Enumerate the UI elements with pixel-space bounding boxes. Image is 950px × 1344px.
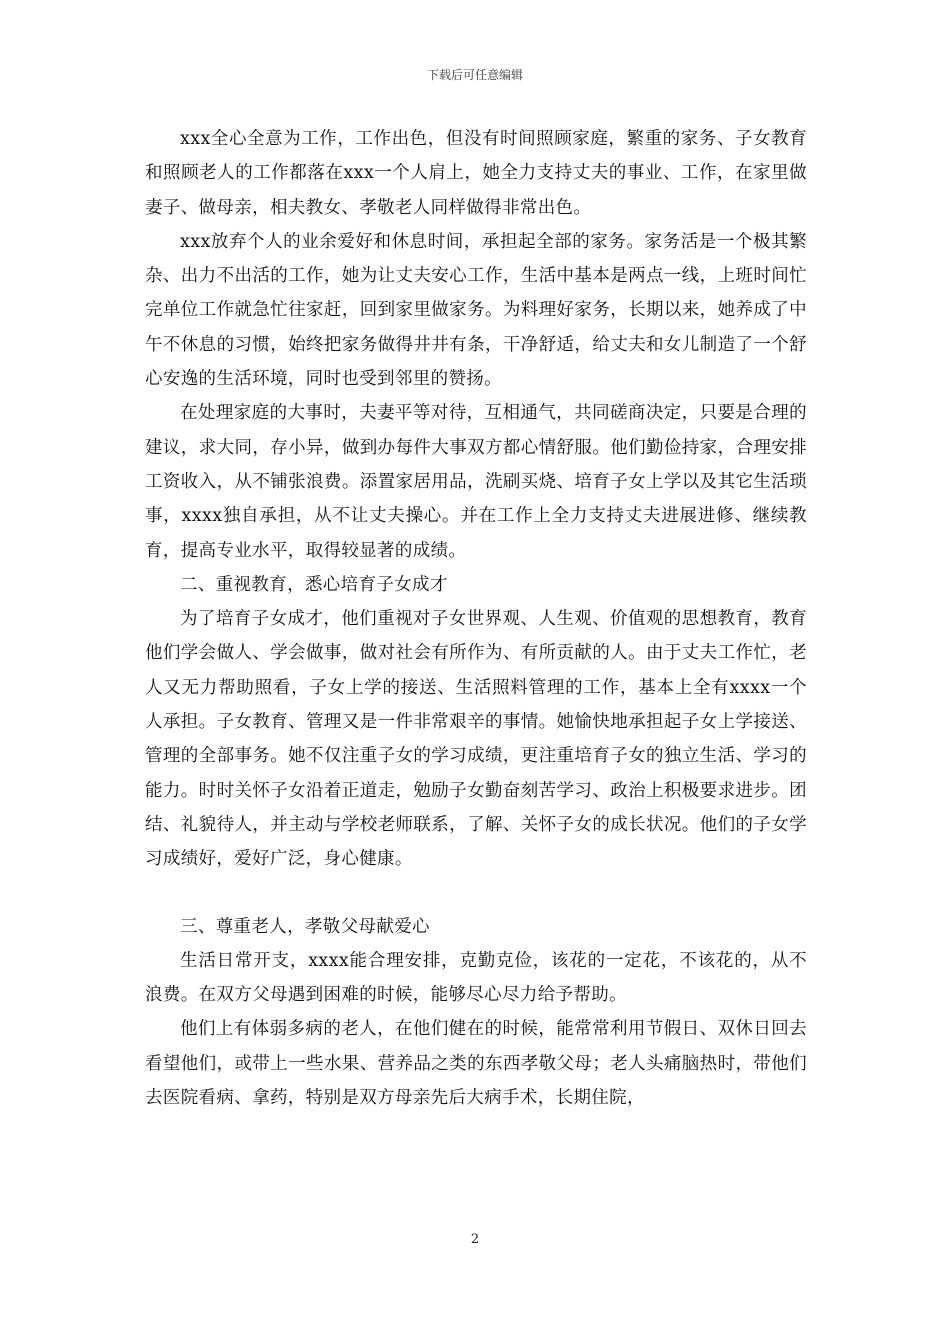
blank-line [145, 877, 807, 910]
page-number: 2 [470, 1232, 480, 1247]
paragraph-2: xxx放弃个人的业余爱好和休息时间，承担起全部的家务。家务活是一个极其繁杂、出力不出活的工作，她为让丈夫安心工作，生活中基本是两点一线，上班时间忙完单位工作就急忙往家赶，回到家里做家务。为料理好家务，长期以来，她养成了中午不休息的习惯，始终把家务做得井井有条，干净舒适，给丈夫和女儿制造了一个舒心安逸的生活环境，同时也受到邻里的赞扬。 [145, 231, 807, 390]
paragraph-1: xxx全心全意为工作，工作出色，但没有时间照顾家庭，繁重的家务、子女教育和照顾老人的工作都落在xxx一个人肩上，她全力支持丈夫的事业、工作，在家里做妻子、做母亲，相夫教女、孝敬老人同样做得非常出色。 [145, 129, 807, 218]
section-heading-3: 三、尊重老人，孝敬父母献爱心 [180, 916, 430, 937]
section-heading-2: 二、重视教育，悉心培育子女成才 [180, 574, 448, 595]
paragraph-4: 为了培育子女成才，他们重视对子女世界观、人生观、价值观的思想教育，教育他们学会做人、学会做事，做对社会有所作为、有所贡献的人。由于丈夫工作忙，老人又无力帮助照看，子女上学的接送、生活照料管理的工作，基本上全有xxxx一个人承担。子女教育、管理又是一件非常艰辛的事情。她愉快地承担起子女上学接送、管理的全部事务。她不仅注重子女的学习成绩，更注重培育子女的独立生活、学习的能力。时时关怀子女沿着正道走，勉励子女勤奋刻苦学习、政治上积极要求进步。团结、礼貌待人，并主动与学校老师联系，了解、关怀子女的成长状况。他们的子女学习成绩好，爱好广泛，身心健康。 [145, 609, 807, 870]
page-header: 下载后可任意编辑 [426, 68, 523, 82]
document-body [145, 122, 807, 1115]
paragraph-5: 生活日常开支，xxxx能合理安排，克勤克俭，该花的一定花，不该花的，从不浪费。在双方父母遇到困难的时候，能够尽心尽力给予帮助。 [145, 950, 807, 1006]
paragraph-6: 他们上有体弱多病的老人，在他们健在的时候，能常常利用节假日、双休日回去看望他们，或带上一些水果、营养品之类的东西孝敬父母；老人头痛脑热时，带他们去医院看病、拿药，特别是双方母亲先后大病手术，长期住院， [145, 1019, 807, 1109]
paragraph-3: 在处理家庭的大事时，夫妻平等对待，互相通气，共同磋商决定，只要是合理的建议，求大同，存小异，做到办每件大事双方都心情舒服。他们勤俭持家，合理安排工资收入，从不铺张浪费。添置家居用品，洗刷买烧、培育子女上学以及其它生活琐事，xxxx独自承担，从不让丈夫操心。并在工作上全力支持丈夫进展进修、继续教育，提高专业水平，取得较显著的成绩。 [145, 403, 807, 561]
